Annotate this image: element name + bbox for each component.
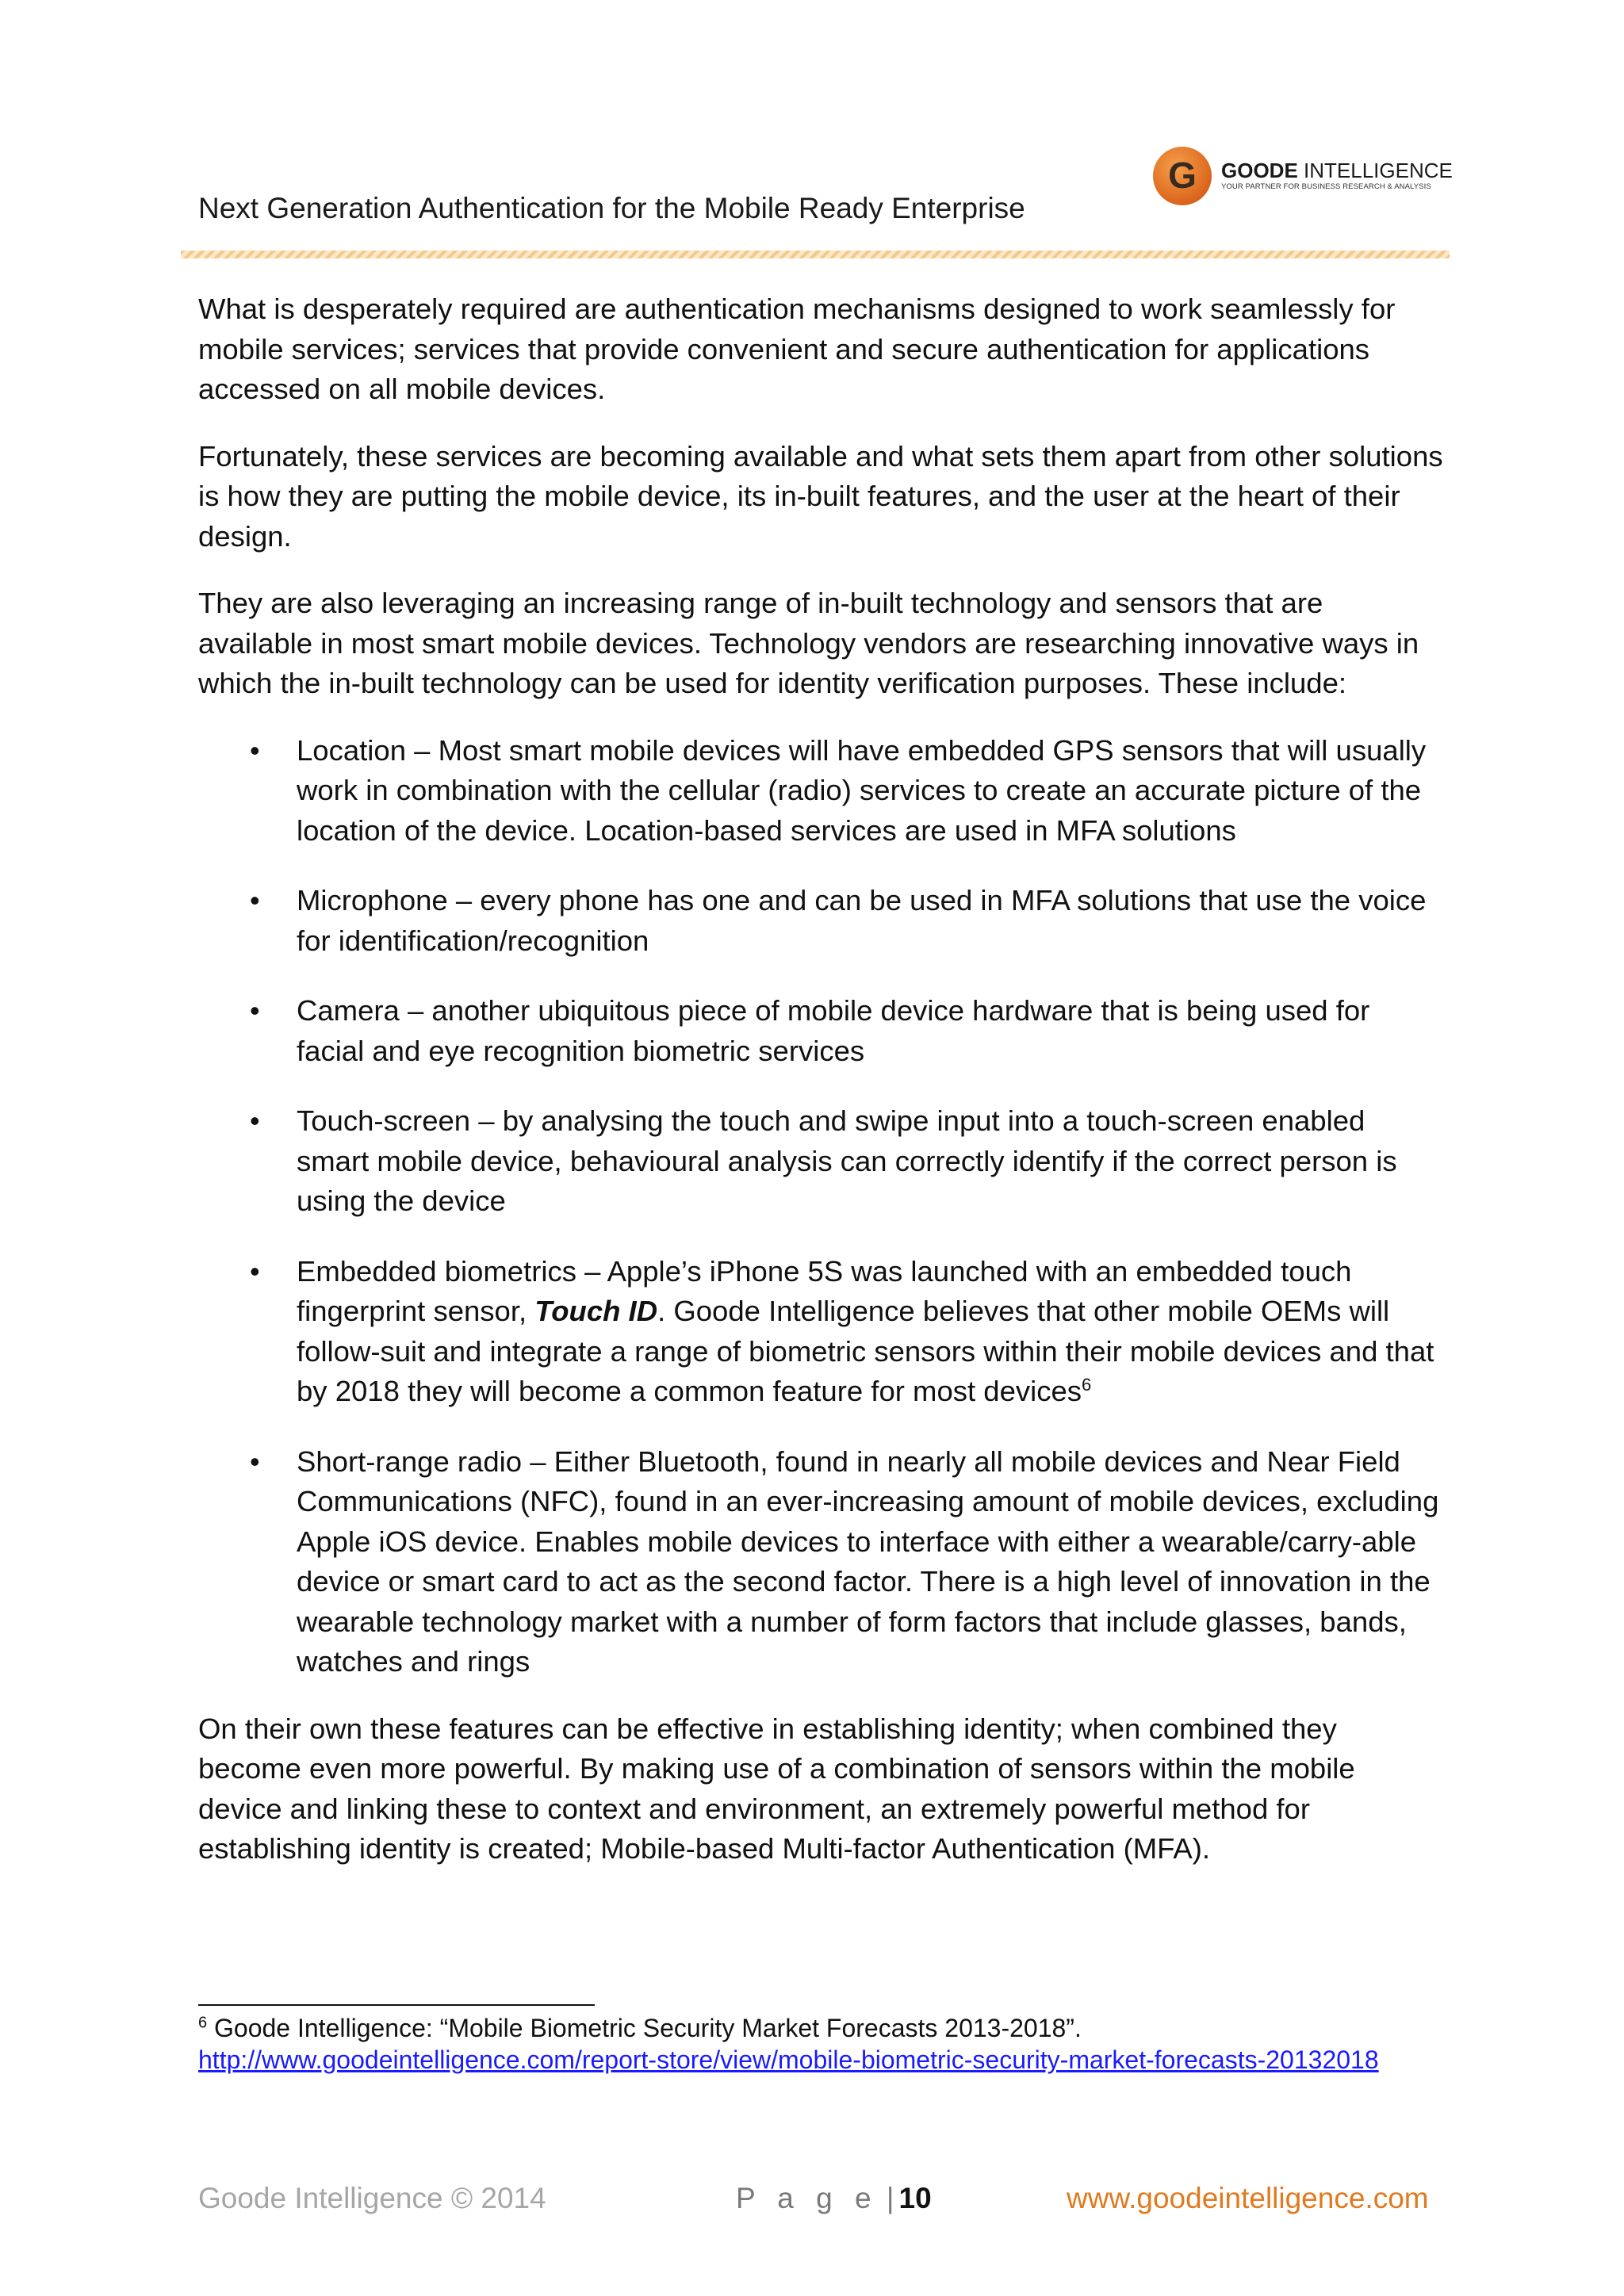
bullet-icon: • (250, 994, 260, 1027)
paragraph: On their own these features can be effective in establishing identity; when combined they become even more powerful. By making use of a combination of sensors within the mobile device and linking these to context and environment, an extremely powerful method for establishing identity is created; Mobile-based Multi-factor Authentication (MFA). (198, 1712, 1355, 1865)
bullet-icon: • (250, 733, 260, 767)
list-item-text-before: Embedded biometrics – Apple’s iPhone 5S was launched with an embedded touch fingerprint sensor, (297, 1254, 1352, 1327)
list-item (198, 1442, 1443, 1682)
list-item (198, 1252, 1443, 1412)
header-divider (181, 251, 1450, 258)
list-item (198, 1101, 1443, 1222)
list-item (198, 731, 1443, 851)
goode-g-logo-icon (1151, 145, 1213, 207)
bullet-icon: • (250, 1104, 260, 1137)
footer-copyright: Goode Intelligence © 2014 (198, 2182, 546, 2214)
list-item-text: Microphone – every phone has one and can be used in MFA solutions that use the voice for identification/recognition (297, 884, 1427, 957)
footnote-number: 6 (198, 2014, 208, 2032)
footnote-reference[interactable]: 6 (1082, 1374, 1092, 1395)
list-item-text-after: . Goode Intelligence believes that other mobile OEMs will follow-suit and integrate a range of biometric sensors within their mobile devices and that by 2018 they will become a common feature for most devices (297, 1295, 1434, 1407)
logo-brand-name: GOODE INTELLIGENCE (1221, 159, 1453, 182)
paragraph: Fortunately, these services are becoming available and what sets them apart from other solutions is how they are putting the mobile device, its in-built features, and the user at the heart of their design. (198, 439, 1443, 553)
footnote-link[interactable]: http://www.goodeintelligence.com/report-store/view/mobile-biometric-security-market-forecasts-20132018 (198, 2045, 1379, 2074)
footer-website[interactable]: www.goodeintelligence.com (1067, 2182, 1429, 2214)
goode-intelligence-logo (1151, 143, 1453, 209)
list-item (198, 881, 1443, 961)
paragraph: What is desperately required are authentication mechanisms designed to work seamlessly for mobile services; services that provide convenient and secure authentication for applications accessed on all mobile devices. (198, 293, 1396, 405)
logo-mark-letter: G (1168, 155, 1197, 196)
page-number: 10 (898, 2182, 932, 2214)
footnote-separator (198, 2004, 595, 2006)
bullet-icon: • (250, 1445, 260, 1478)
page-label: P a g e (736, 2182, 879, 2214)
document-running-title: Next Generation Authentication for the Mobile Ready Enterprise (198, 192, 1025, 224)
list-item-text: Location – Most smart mobile devices will have embedded GPS sensors that will usually work in combination with the cellular (radio) services to create an accurate picture of the location of the device. Location-based services are used in MFA solutions (297, 733, 1427, 847)
bullet-icon: • (250, 1254, 260, 1288)
sensor-feature-list (198, 731, 1443, 1682)
touch-id-emphasis: Touch ID (534, 1295, 658, 1327)
footer-page-indicator (736, 2182, 932, 2215)
list-item-text: Short-range radio – Either Bluetooth, found in nearly all mobile devices and Near Field Communications (NFC), found in an ever-increasing amount of mobile devices, excluding Apple iOS device. Enables mobile devices to interface with either a wearable/carry-able device or smart card to act as the second factor. There is a high level of innovation in the wearable technology market with a number of form factors that include glasses, bands, watches and rings (297, 1445, 1439, 1678)
paragraph: They are also leveraging an increasing range of in-built technology and sensors that are available in most smart mobile devices. Technology vendors are researching innovative ways in which the in-built technology can be used for identity verification purposes. These include: (198, 587, 1419, 699)
bullet-icon: • (250, 884, 260, 916)
list-item (198, 991, 1443, 1071)
footnote-text: Goode Intelligence: “Mobile Biometric Security Market Forecasts 2013-2018”. (207, 2014, 1082, 2042)
list-item-text: Touch-screen – by analysing the touch and swipe input into a touch-screen enabled smart mobile device, behavioural analysis can correctly identify if the correct person is using the device (297, 1104, 1397, 1217)
body-content (198, 289, 1443, 1896)
page-separator: | (886, 2182, 894, 2214)
list-item-text: Camera – another ubiquitous piece of mobile device hardware that is being used for facial and eye recognition biometric services (297, 994, 1370, 1067)
logo-tagline: YOUR PARTNER FOR BUSINESS RESEARCH & ANALYSIS (1221, 182, 1431, 191)
footnote (198, 2012, 1443, 2076)
